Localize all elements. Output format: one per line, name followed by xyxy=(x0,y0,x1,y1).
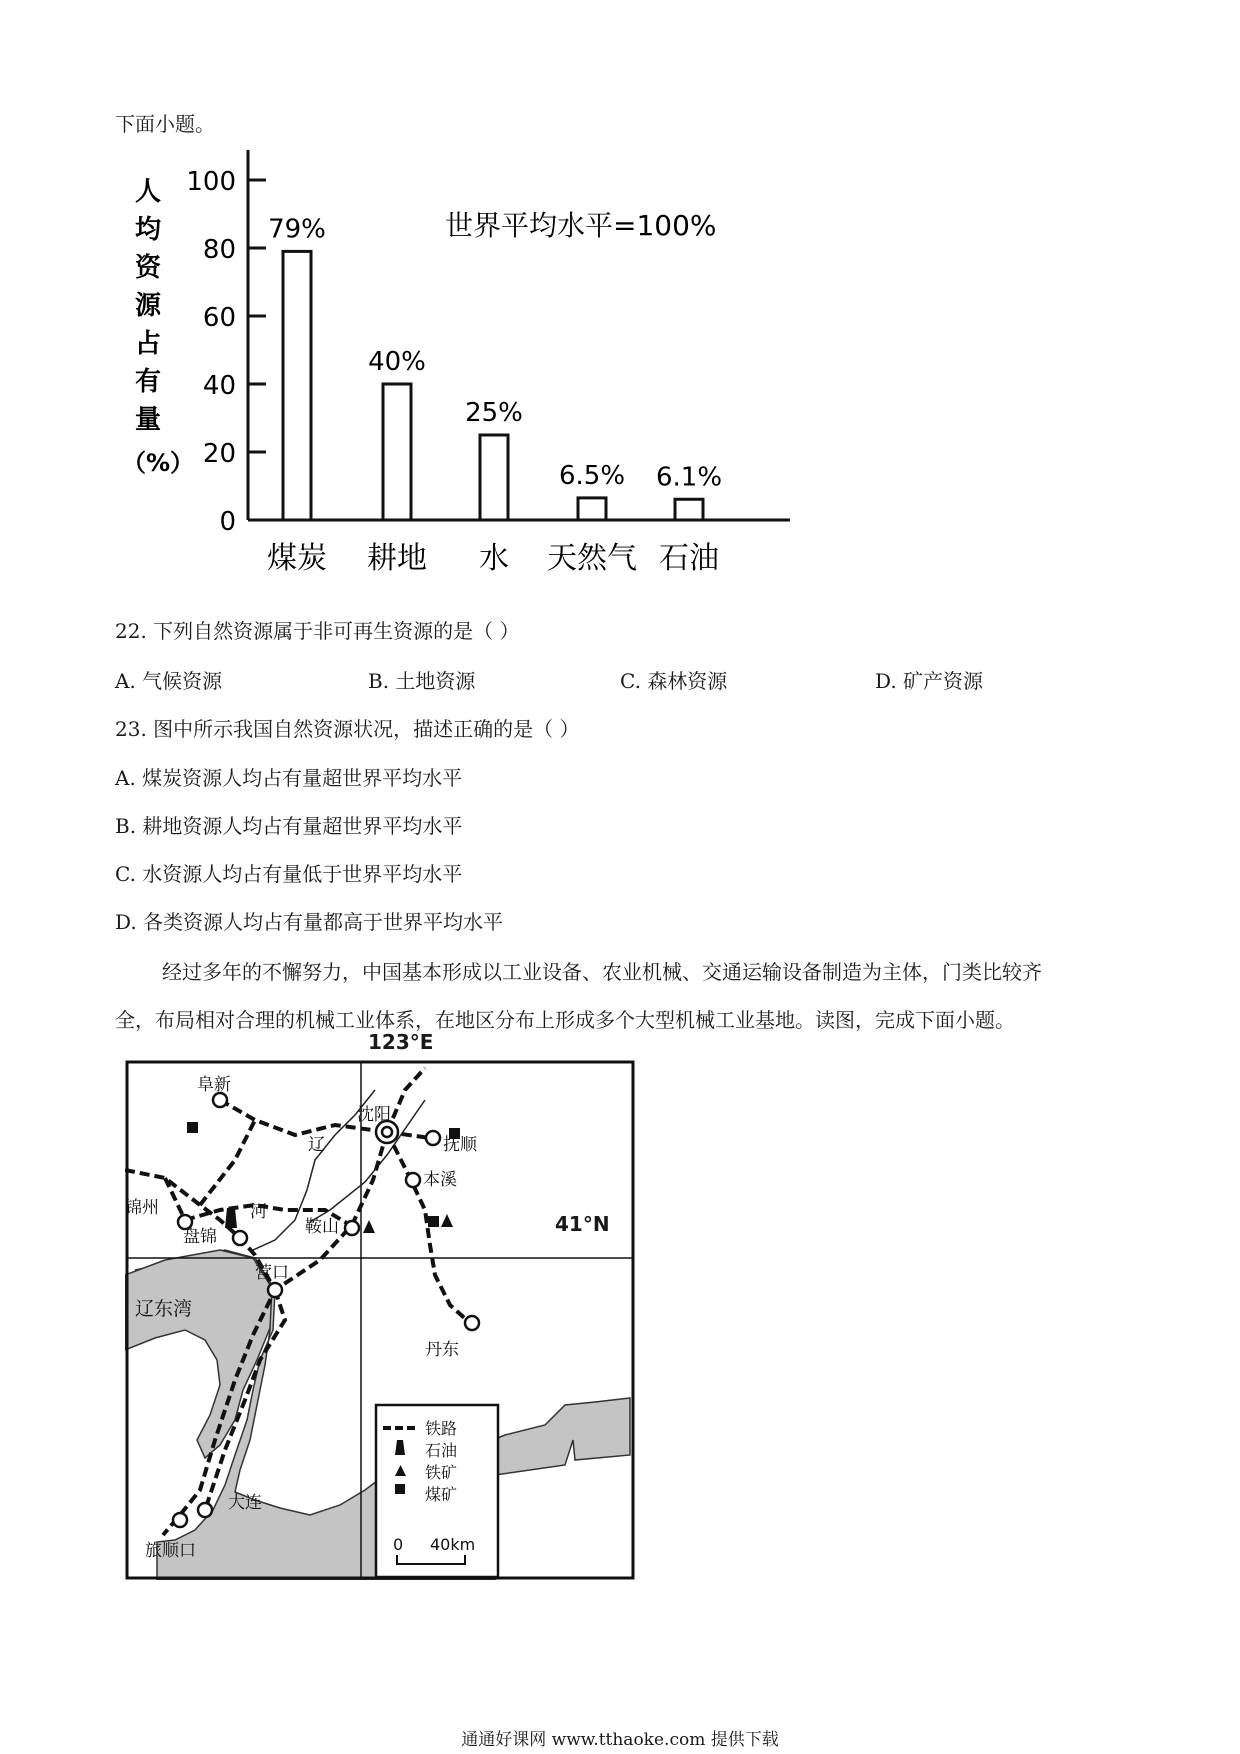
q22-stem: 22. 下列自然资源属于非可再生资源的是（ ） xyxy=(115,619,520,643)
iron-symbol-anshan xyxy=(363,1220,375,1233)
map-label-lushunkou: 旅顺口 xyxy=(145,1541,196,1561)
y-tick-label: 100 xyxy=(186,167,236,197)
oil-symbol-panjin xyxy=(225,1208,237,1228)
q23-option-d[interactable]: D. 各类资源人均占有量都高于世界平均水平 xyxy=(115,910,504,934)
ylabel-char: 量 xyxy=(135,405,162,435)
city-panjin-east xyxy=(233,1231,247,1245)
data-label: 6.5% xyxy=(558,460,626,491)
latitude-label: 41°N xyxy=(555,1212,610,1236)
map-label-anshan: 鞍山 xyxy=(305,1217,339,1237)
ylabel-char: 人 xyxy=(135,177,162,207)
y-axis-ticks xyxy=(186,167,266,537)
q23-option-c[interactable]: C. 水资源人均占有量低于世界平均水平 xyxy=(115,862,463,886)
bar-4 xyxy=(675,499,703,520)
page-footer: 通通好课网 www.tthaoke.com 提供下载 xyxy=(461,1730,779,1750)
x-tick-label: 耕地 xyxy=(367,541,427,576)
y-tick-label: 0 xyxy=(219,507,236,537)
legend-oil: 石油 xyxy=(425,1441,458,1460)
ylabel-char: 资 xyxy=(135,253,162,283)
data-label: 40% xyxy=(368,347,426,377)
map-label-river-liao: 辽 xyxy=(308,1135,325,1155)
data-label: 79% xyxy=(268,214,326,245)
coal-symbol-benxi xyxy=(428,1216,439,1227)
map-label-yingkou: 营口 xyxy=(255,1263,289,1283)
x-tick-label: 煤炭 xyxy=(267,541,327,576)
q23-option-b[interactable]: B. 耕地资源人均占有量超世界平均水平 xyxy=(115,814,463,838)
q22-option-d[interactable]: D. 矿产资源 xyxy=(875,669,984,693)
resource-bar-chart xyxy=(120,150,810,590)
passage-line-1: 经过多年的不懈努力，中国基本形成以工业设备、农业机械、交通运输设备制造为主体，门类比较齐 xyxy=(162,960,1042,984)
map-label-jinzhou: 锦州 xyxy=(125,1198,159,1218)
data-label: 6.1% xyxy=(655,462,723,493)
bar-1 xyxy=(383,384,411,520)
city-lushunkou xyxy=(173,1513,187,1527)
q22-option-b[interactable]: B. 土地资源 xyxy=(368,669,476,693)
city-anshan xyxy=(345,1221,359,1235)
map-label-river-he: 河 xyxy=(250,1202,267,1222)
q22-option-a[interactable]: A. 气候资源 xyxy=(115,669,223,693)
y-axis-label xyxy=(122,177,194,477)
map-label-dandong: 丹东 xyxy=(425,1340,459,1360)
ylabel-unit: （%） xyxy=(122,449,195,477)
city-benxi xyxy=(406,1173,420,1187)
map-label-shenyang: 沈阳 xyxy=(357,1105,391,1125)
iron-symbol-benxi xyxy=(441,1214,453,1227)
coal-symbol-fuxin xyxy=(187,1122,198,1133)
map-label-benxi: 本溪 xyxy=(423,1170,457,1190)
ylabel-char: 均 xyxy=(135,215,162,245)
bar-2 xyxy=(480,435,508,520)
map-label-panjin: 盘锦 xyxy=(183,1227,217,1247)
x-axis-labels xyxy=(267,541,719,576)
map-label-bay: 辽东湾 xyxy=(135,1298,193,1320)
y-tick-label: 40 xyxy=(202,371,236,401)
city-dandong xyxy=(465,1316,479,1330)
city-yingkou xyxy=(268,1283,282,1297)
legend-iron: 铁矿 xyxy=(425,1463,458,1482)
scale-40km: 40km xyxy=(430,1535,476,1554)
data-label: 25% xyxy=(465,398,523,428)
q22-option-c[interactable]: C. 森林资源 xyxy=(620,669,728,693)
map-label-fuxin: 阜新 xyxy=(197,1075,231,1095)
map-label-fushun: 抚顺 xyxy=(443,1135,477,1155)
legend-coal: 煤矿 xyxy=(425,1485,458,1504)
ylabel-char: 源 xyxy=(135,291,162,321)
longitude-label: 123°E xyxy=(368,1030,434,1054)
legend-railway: 铁路 xyxy=(425,1419,458,1438)
x-tick-label: 天然气 xyxy=(547,541,637,576)
x-tick-label: 水 xyxy=(479,541,509,576)
q23-option-a[interactable]: A. 煤炭资源人均占有量超世界平均水平 xyxy=(115,766,463,790)
y-tick-label: 80 xyxy=(202,235,236,265)
map-label-dalian: 大连 xyxy=(228,1493,262,1513)
y-tick-label: 60 xyxy=(202,303,236,333)
ylabel-char: 占 xyxy=(135,329,162,359)
city-fuxin xyxy=(213,1093,227,1107)
liaoning-industry-map xyxy=(125,1060,635,1580)
y-tick-label: 20 xyxy=(202,439,236,469)
scale-zero: 0 xyxy=(393,1535,404,1554)
bar-3 xyxy=(578,498,606,520)
x-tick-label: 石油 xyxy=(659,541,719,576)
chart-annotation: 世界平均水平=100% xyxy=(445,209,717,242)
city-dalian xyxy=(198,1503,212,1517)
bar-0 xyxy=(283,251,311,520)
intro-tail: 下面小题。 xyxy=(115,112,215,136)
bars xyxy=(283,251,703,520)
passage-line-2: 全，布局相对合理的机械工业体系，在地区分布上形成多个大型机械工业基地。读图，完成下面小题。 xyxy=(115,1008,1015,1032)
city-fushun xyxy=(426,1131,440,1145)
map-legend xyxy=(376,1405,498,1577)
q23-stem: 23. 图中所示我国自然资源状况，描述正确的是（ ） xyxy=(115,717,580,741)
liao-river xyxy=(253,1090,425,1250)
ylabel-char: 有 xyxy=(135,367,162,397)
